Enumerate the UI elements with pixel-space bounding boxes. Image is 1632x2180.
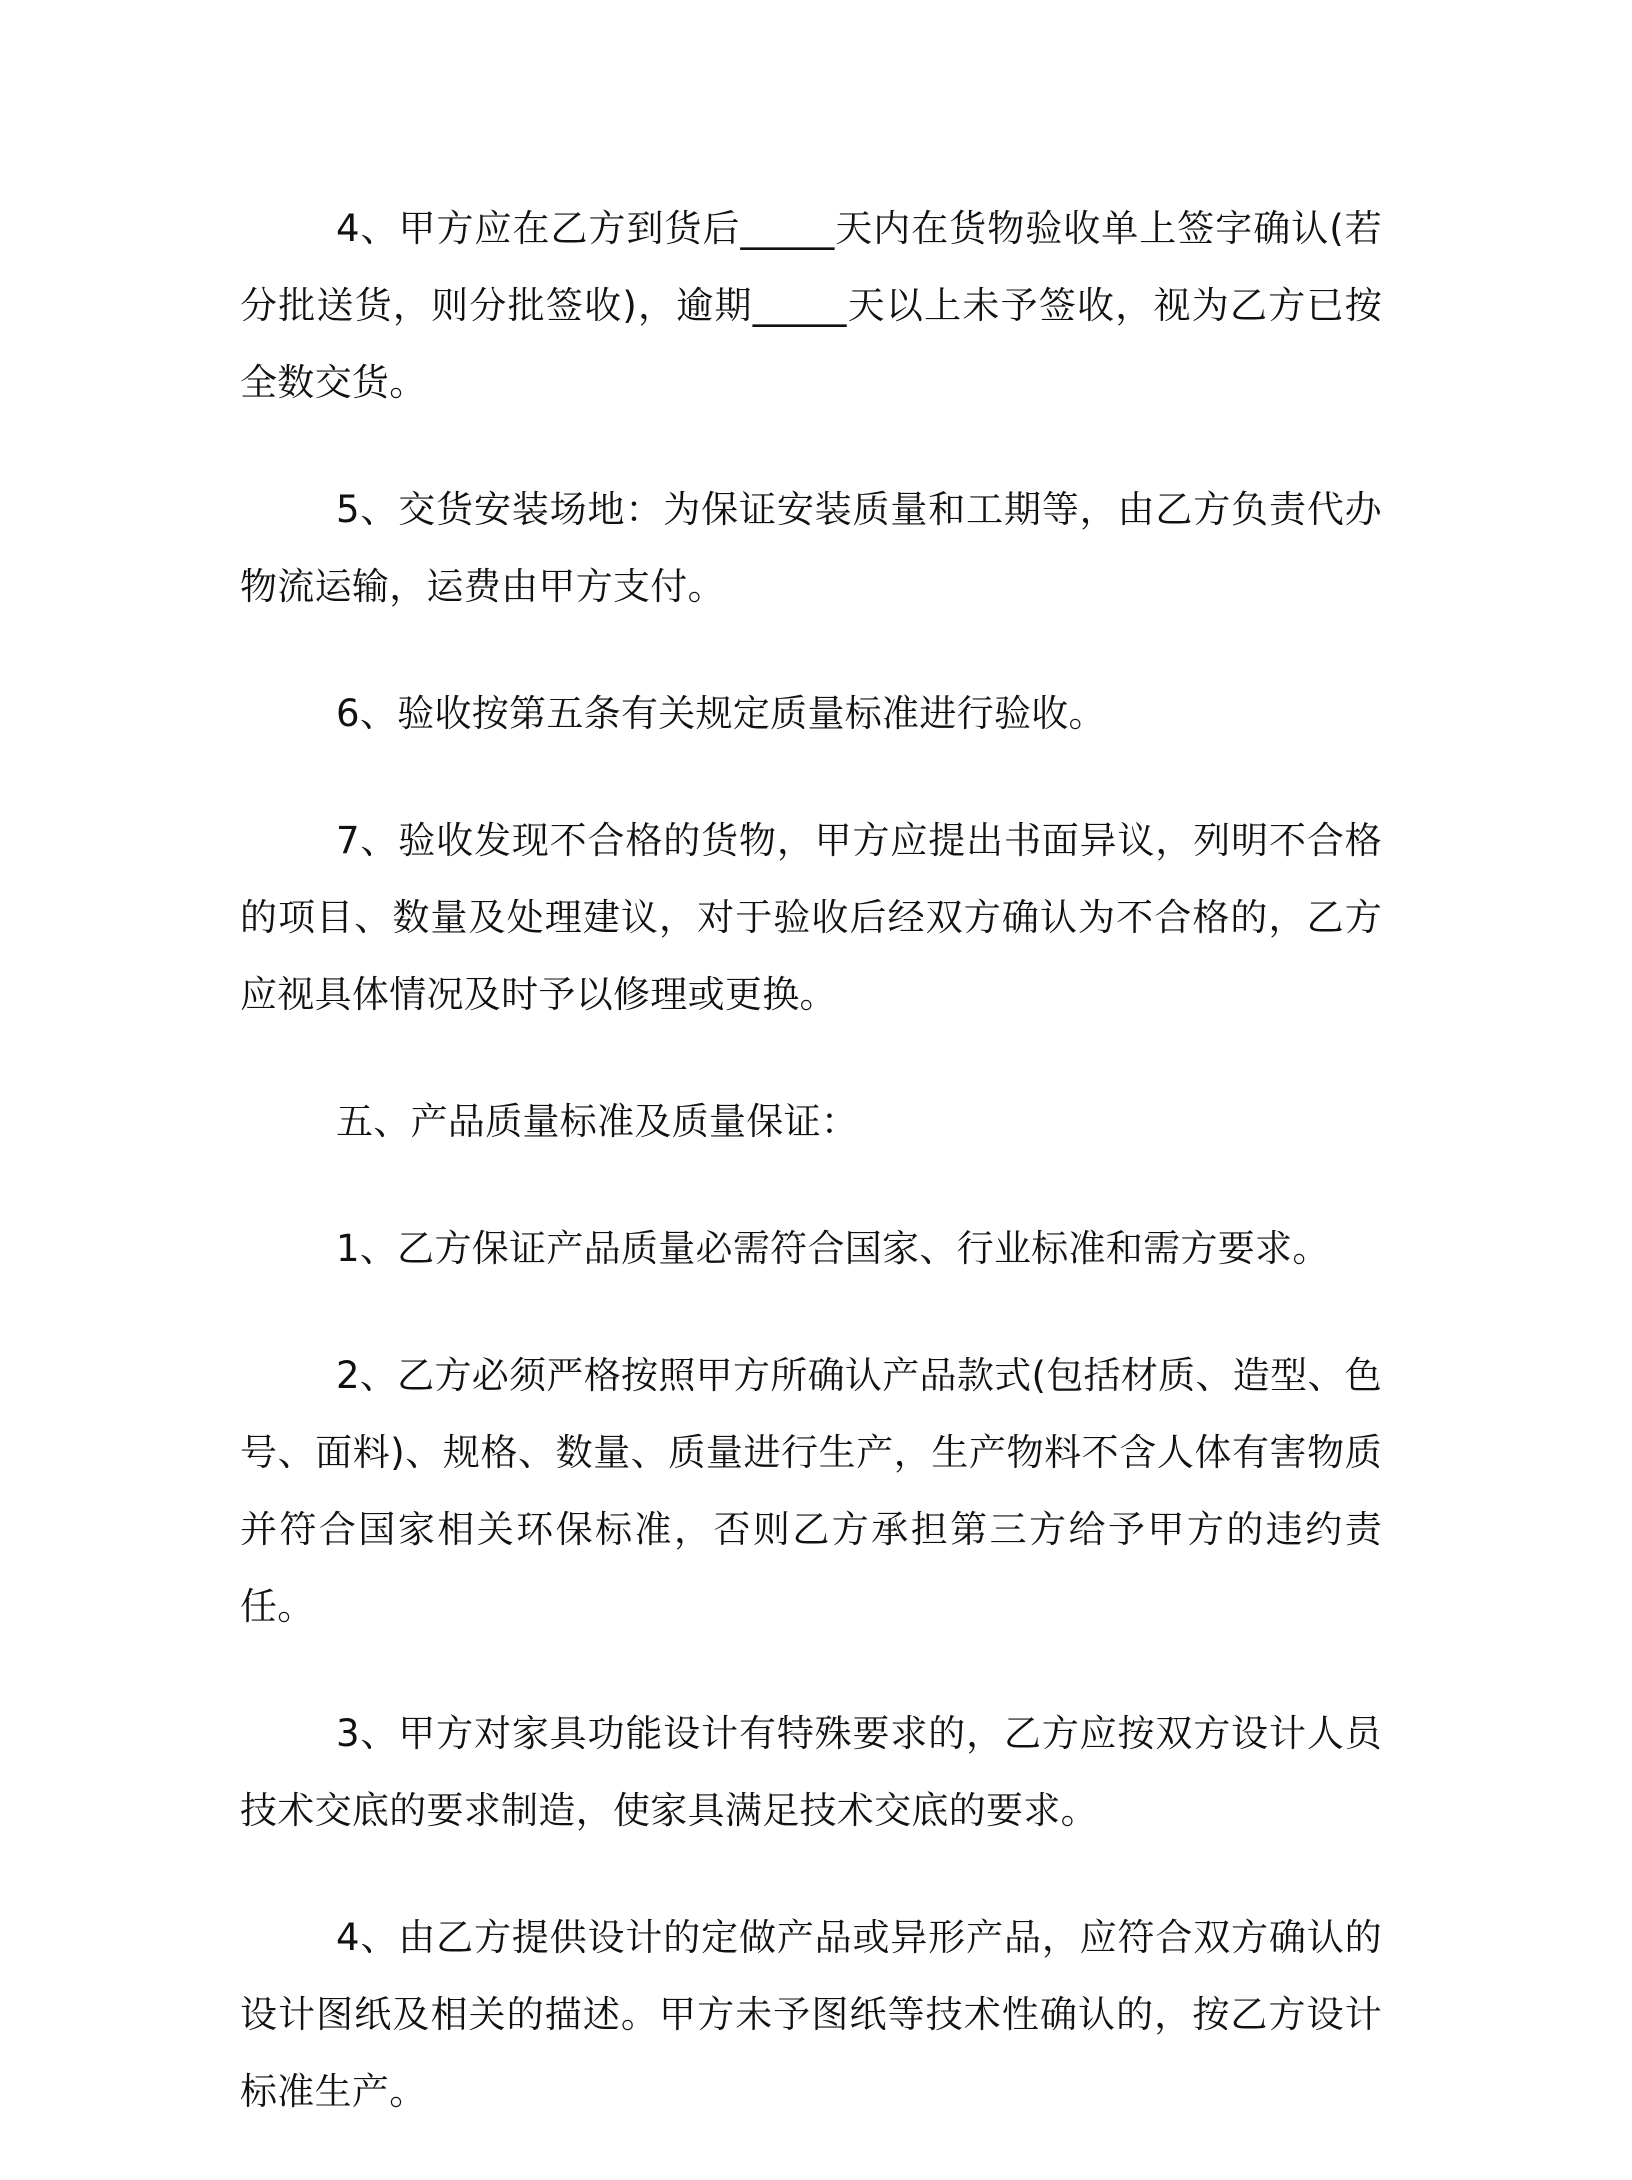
clause-delivery-site: 5、交货安装场地：为保证安装质量和工期等，由乙方负责代办物流运输，运费由甲方支付。	[240, 488, 1382, 608]
clause-nonconforming-goods: 7、验收发现不合格的货物，甲方应提出书面异议，列明不合格的项目、数量及处理建议，对于验收后经双方确认为不合格的，乙方应视具体情况及时予以修理或更换。	[240, 819, 1382, 1016]
clause-quality-compliance: 1、乙方保证产品质量必需符合国家、行业标准和需方要求。	[336, 1227, 1330, 1270]
clause-functional-design: 3、甲方对家具功能设计有特殊要求的，乙方应按双方设计人员技术交底的要求制造，使家具满足技术交底的要求。	[240, 1712, 1382, 1832]
clause-acceptance-standard: 6、验收按第五条有关规定质量标准进行验收。	[336, 692, 1106, 735]
clause-delivery-signoff: 4、甲方应在乙方到货后_____天内在货物验收单上签字确认(若分批送货，则分批签收)，逾期_____天以上未予签收，视为乙方已按全数交货。	[240, 207, 1382, 404]
clause-custom-design: 4、由乙方提供设计的定做产品或异形产品，应符合双方确认的设计图纸及相关的描述。甲方未予图纸等技术性确认的，按乙方设计标准生产。	[240, 1916, 1382, 2113]
clause-production-spec: 2、乙方必须严格按照甲方所确认产品款式(包括材质、造型、色号、面料)、规格、数量、质量进行生产，生产物料不含人体有害物质并符合国家相关环保标准，否则乙方承担第三方给予甲方的违约责任。	[240, 1354, 1382, 1628]
document-body	[240, 190, 1382, 2180]
section-heading-quality: 五、产品质量标准及质量保证：	[336, 1100, 859, 1143]
